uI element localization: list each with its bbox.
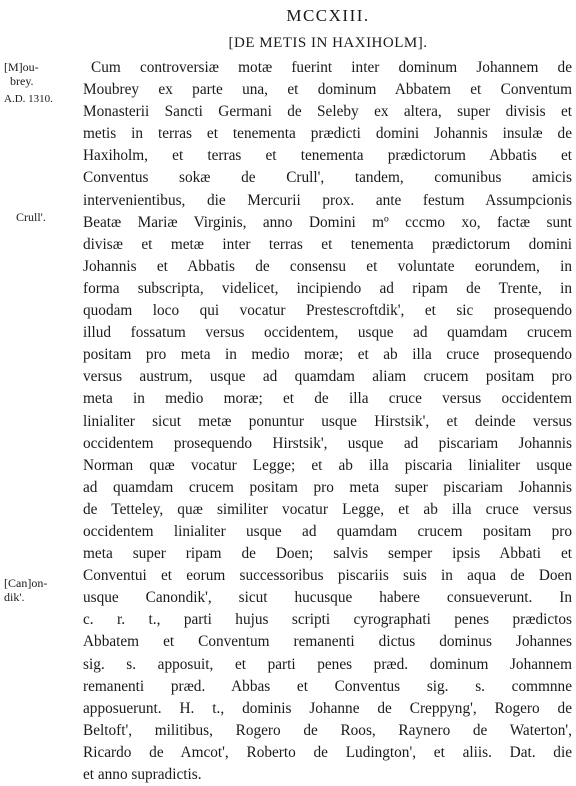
body-line: Moubrey ex parte una, et dominum Abbatem et Conventum	[83, 81, 572, 99]
margin-note-canondik	[4, 576, 70, 604]
body-line: forma subscripta, videlicet, incipiendo ad ripam de Trente, in	[83, 279, 572, 297]
body-line: et anno supradictis.	[83, 766, 202, 783]
body-line: de Tetteley, quæ similiter vocatur Legge, et ab illa cruce versus	[83, 500, 572, 518]
body-line: positam pro meta in medio moræ; et ab illa cruce prosequendo	[83, 346, 572, 364]
body-line: metis in terras et tenementa prædicti domini Johannis insulæ de	[83, 125, 572, 143]
body-line: sig. s. apposuit, et parti penes præd. dominum Johannem	[83, 655, 572, 673]
margin-note-date: A.D. 1310.	[4, 93, 53, 105]
body-line: Norman quæ vocatur Legge; et ab illa piscaria linialiter usque	[83, 456, 572, 474]
charter-number: MCCXIII.	[286, 6, 370, 25]
body-line: illud fossatum versus occidentem, usque ad quamdam crucem	[83, 324, 572, 342]
body-line: Conventui et eorum successoribus piscariis suis in aqua de Doen	[83, 567, 572, 585]
body-line: apposuerunt. H. t., dominis Johanne de Creppyng', Rogero de	[83, 699, 572, 717]
margin-note-moubrey-line1: [M]ou-	[4, 60, 39, 74]
margin-note-moubrey	[4, 60, 70, 88]
body-line: Abbatem et Conventum remanenti dictus dominus Johannes	[83, 633, 572, 651]
body-line: occidentem prosequendo Hirstsik', usque ad piscariam Johannis	[83, 434, 572, 452]
body-line: meta in medio moræ; et de illa cruce versus occidentem	[83, 390, 572, 408]
body-line: Cum controversiæ motæ fuerint inter dominum Johannem de	[91, 59, 572, 76]
body-line: meta super ripam de Doen; salvis semper ipsis Abbati et	[83, 545, 572, 563]
body-line: versus austrum, usque ad quamdam aliam crucem positam pro	[83, 368, 572, 386]
body-line: Monasterii Sancti Germani de Seleby ex altera, super divisis et	[83, 103, 572, 121]
margin-note-canondik-line1: [Can]on-	[4, 576, 48, 590]
body-line: quodam loco qui vocatur Prestescroftdik', et sic prosequendo	[83, 302, 572, 320]
body-line: Johannis et Abbatis de consensu et voluntate eorundem, in	[83, 257, 572, 275]
body-line: ad quamdam crucem positam pro meta super piscariam Johannis	[83, 478, 572, 496]
charter-title: [DE METIS IN HAXIHOLM].	[228, 35, 428, 51]
body-line: linialiter sicut metæ ponuntur usque Hirstsik', et deinde versus	[83, 412, 572, 430]
body-line: Beatæ Mariæ Virginis, anno Domini mº cccmo xo, factæ sunt	[83, 213, 572, 231]
charter-body-text	[83, 57, 572, 786]
margin-note-canondik-line2: dik'.	[4, 590, 25, 604]
body-line: usque Canondik', sicut hucusque habere consueverunt. In	[83, 589, 572, 607]
body-line: divisæ et metæ inter terras et tenementa prædictorum domini	[83, 235, 572, 253]
margin-note-crull: Crull'.	[16, 210, 46, 224]
body-line: occidentem linialiter usque ad quamdam crucem positam pro	[83, 522, 572, 540]
margin-note-moubrey-line2: brey.	[10, 74, 34, 88]
body-line: Conventus sokæ de Crull', tandem, comunibus amicis	[83, 169, 572, 187]
body-line: c. r. t., parti hujus scripti cyrographati penes prædictos	[83, 611, 572, 629]
body-line: remanenti præd. Abbas et Conventus sig. s. commnne	[83, 677, 572, 695]
body-line: Haxiholm, et terras et tenementa prædictorum Abbatis et	[83, 147, 572, 165]
body-line: Ricardo de Amcot', Roberto de Ludington', et aliis. Dat. die	[83, 743, 572, 761]
body-line: Beltoft', militibus, Rogero de Roos, Raynero de Waterton',	[83, 721, 572, 739]
body-line: intervenientibus, die Mercurii prox. ante festum Assumpcionis	[83, 191, 572, 209]
